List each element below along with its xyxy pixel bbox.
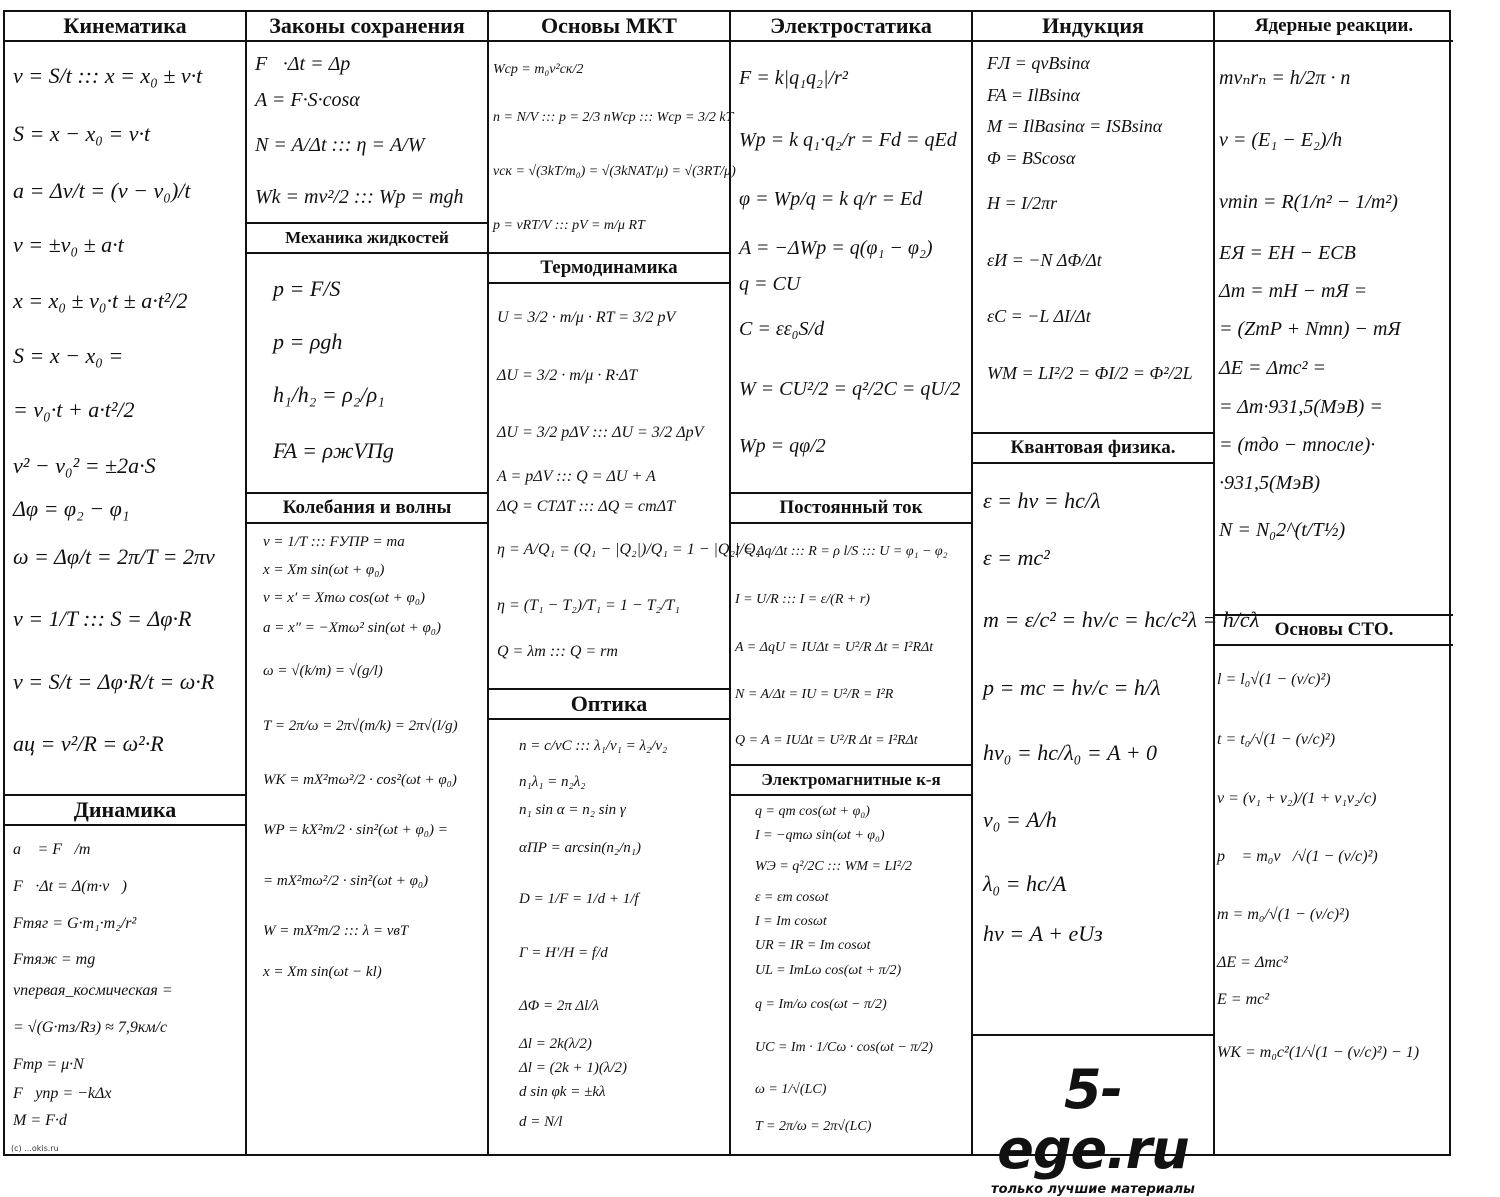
logo-text: 5-ege.ru bbox=[997, 1058, 1189, 1181]
formula-line: εИ = −N ΔΦ/Δt bbox=[987, 250, 1102, 270]
formula-line: n = c/vC ::: λ₁/v₁ = λ₂/v₂ bbox=[519, 738, 668, 754]
formula-line: ν = 1/T ::: S = Δφ·R bbox=[13, 606, 192, 631]
formula-line: F⃗·Δt = Δp⃗ bbox=[255, 53, 366, 75]
formula-line: A = −ΔWp = q(φ₁ − φ₂) bbox=[739, 237, 933, 259]
formula-line: v = ±v₀ ± a·t bbox=[13, 232, 124, 257]
formula-line: ΔU = 3/2 pΔV ::: ΔU = 3/2 ΔpV bbox=[497, 424, 704, 441]
formula-line: = mX²mω²/2 · sin²(ωt + φ₀) bbox=[263, 873, 429, 889]
formula-line: C = εε₀S/d bbox=[739, 318, 825, 340]
formula-line: v = S/t ::: x = x₀ ± v·t bbox=[13, 63, 203, 88]
section-electrostatics bbox=[731, 12, 971, 494]
logo-panel bbox=[973, 1036, 1213, 1197]
formula-line: I = Δq/Δt ::: R = ρ l/S ::: U = φ₁ − φ₂ bbox=[735, 544, 948, 559]
section-mkt-basics bbox=[489, 12, 736, 254]
formula-line: v = (v₁ + v₂)/(1 + v₁v₂/c) bbox=[1217, 790, 1377, 807]
section-thermodynamics bbox=[489, 254, 761, 690]
formula-line: d sin φk = ±kλ bbox=[519, 1084, 606, 1100]
formula-line: T = 2π/ω = 2π√(LC) bbox=[755, 1119, 872, 1134]
section-title: Электростатика bbox=[731, 12, 971, 42]
formula-line: m = m₀/√(1 − (v/c)²) bbox=[1217, 906, 1350, 923]
formula-line: p⃗ = m₀v⃗/√(1 − (v/c)²) bbox=[1217, 848, 1378, 865]
formula-line: ΔΦ = 2π Δl/λ bbox=[519, 998, 599, 1014]
formula-line: n₁ sin α = n₂ sin γ bbox=[519, 802, 626, 818]
section-title: Динамика bbox=[5, 796, 245, 826]
section-title: Основы МКТ bbox=[489, 12, 729, 42]
formula-line: t = t₀/√(1 − (v/c)²) bbox=[1217, 731, 1336, 748]
formula-line: Δl = 2k(λ/2) bbox=[519, 1036, 592, 1052]
formula-line: A = ΔqU = IUΔt = U²/R Δt = I²RΔt bbox=[735, 640, 934, 655]
formula-line: ε = mc² bbox=[983, 545, 1050, 570]
formula-line: E = mc² bbox=[1217, 991, 1270, 1008]
formula-line: Fтяж = mg bbox=[13, 951, 96, 968]
section-relativity bbox=[1215, 616, 1453, 1154]
formula-line: Q = λm ::: Q = rm bbox=[497, 643, 618, 660]
formula-line: v² − v₀² = ±2a·S bbox=[13, 453, 156, 478]
formula-line: l = l₀√(1 − (v/c)²) bbox=[1217, 671, 1331, 688]
formula-line: a = x″ = −Xmω² sin(ωt + φ₀) bbox=[263, 620, 441, 636]
formula-line: WK = m₀c²(1/√(1 − (v/c)²) − 1) bbox=[1217, 1044, 1420, 1061]
formula-line: UC = Im · 1/Cω · cos(ωt − π/2) bbox=[755, 1040, 933, 1055]
formula-line: = (ZmP + Nmn) − mЯ bbox=[1219, 318, 1401, 340]
formula-line: n = N/V ::: p = 2/3 nWср ::: Wср = 3/2 kT bbox=[493, 110, 734, 125]
formula-line: q = Im/ω cos(ωt − π/2) bbox=[755, 997, 887, 1012]
formula-line: = √(G·mз/Rз) ≈ 7,9км/с bbox=[13, 1019, 168, 1036]
formula-line: x = Xm sin(ωt + φ₀) bbox=[263, 562, 385, 578]
formula-line: T = 2π/ω = 2π√(m/k) = 2π√(l/g) bbox=[263, 718, 458, 734]
section-direct-current bbox=[731, 494, 971, 766]
formula-line: D = 1/F = 1/d + 1/f bbox=[519, 891, 639, 907]
formula-line: a⃗ = F⃗/m bbox=[13, 841, 91, 858]
formula-line: d = N/l bbox=[519, 1114, 563, 1130]
column-3 bbox=[489, 12, 761, 1154]
formula-line: η = A/Q₁ = (Q₁ − |Q₂|)/Q₁ = 1 − |Q₂|/Q₁ bbox=[497, 541, 761, 558]
formula-line: ΔE = Δmc² = bbox=[1219, 357, 1327, 379]
formula-line: mvₙrₙ = h/2π · n bbox=[1219, 67, 1351, 89]
column-1 bbox=[5, 12, 247, 1154]
formula-line: Q = A = IUΔt = U²/R Δt = I²RΔt bbox=[735, 733, 918, 748]
formula-line: N = A/Δt ::: η = A/W bbox=[255, 134, 425, 156]
section-title: Основы СТО. bbox=[1215, 616, 1453, 646]
formula-line: N = N₀2^(t/T½) bbox=[1219, 519, 1346, 541]
formula-line: = Δm·931,5(МэВ) = bbox=[1219, 396, 1383, 418]
section-title: Кинематика bbox=[5, 12, 245, 42]
formula-line: νmin = R(1/n² − 1/m²) bbox=[1219, 191, 1398, 213]
logo-slogan: только лучшие материалы bbox=[991, 1182, 1195, 1197]
formula-line: p = νRT/V ::: pV = m/μ RT bbox=[493, 218, 645, 233]
formula-line: p = mc = hν/c = h/λ bbox=[983, 675, 1161, 700]
formula-line: FA = IlBsinα bbox=[987, 85, 1080, 105]
formula-line: ν₀ = A/h bbox=[983, 807, 1057, 832]
formula-line: p = F/S bbox=[273, 276, 341, 301]
formula-line: I = Im cosωt bbox=[755, 914, 827, 929]
formula-line: Φ = BScosα bbox=[987, 148, 1076, 168]
formula-line: M = F·d bbox=[13, 1112, 67, 1129]
formula-line: A = pΔV ::: Q = ΔU + A bbox=[497, 468, 656, 485]
column-2 bbox=[247, 12, 489, 1154]
formula-line: Wp = qφ/2 bbox=[739, 435, 826, 457]
formula-line: FЛ = qvBsinα bbox=[987, 53, 1090, 73]
formula-line: vпервая_космическая = bbox=[13, 982, 173, 999]
formula-line: ω = 1/√(LC) bbox=[755, 1082, 827, 1097]
formula-line: Wср = m₀v²ск/2 bbox=[493, 62, 584, 77]
formula-line: Г = H′/H = f/d bbox=[519, 945, 608, 961]
formula-line: hν₀ = hc/λ₀ = A + 0 bbox=[983, 740, 1158, 765]
formula-line: ε = hν = hc/λ bbox=[983, 488, 1101, 513]
formula-line: W = CU²/2 = q²/2C = qU/2 bbox=[739, 378, 961, 400]
section-title: Квантовая физика. bbox=[973, 434, 1213, 464]
formula-line: ε = εm cosωt bbox=[755, 890, 829, 905]
section-fluid-mechanics bbox=[247, 224, 487, 494]
section-title: Колебания и волны bbox=[247, 494, 487, 524]
formula-line: Wk = mv²/2 ::: Wp = mgh bbox=[255, 186, 464, 208]
formula-line: Fтяг = G·m₁·m₂/r² bbox=[13, 915, 137, 932]
formula-line: q = CU bbox=[739, 273, 801, 295]
formula-line: S = x − x₀ = bbox=[13, 343, 124, 368]
formula-line: I = −qmω sin(ωt + φ₀) bbox=[755, 828, 885, 843]
formula-line: x = x₀ ± v₀·t ± a·t²/2 bbox=[13, 288, 188, 313]
section-title: Термодинамика bbox=[489, 254, 729, 284]
formula-line: ω = √(k/m) = √(g/l) bbox=[263, 663, 383, 679]
formula-line: hν = A + eUз bbox=[983, 921, 1103, 946]
formula-line: h₁/h₂ = ρ₂/ρ₁ bbox=[273, 382, 385, 407]
section-kinematics bbox=[5, 12, 245, 796]
formula-line: EЯ = EН − EСВ bbox=[1219, 242, 1356, 264]
section-title: Механика жидкостей bbox=[247, 224, 487, 254]
formula-line: εC = −L ΔI/Δt bbox=[987, 306, 1091, 326]
formula-line: ω = Δφ/t = 2π/T = 2πν bbox=[13, 544, 215, 569]
section-title: Электромагнитные к-я bbox=[731, 766, 971, 796]
formula-line: S = x − x₀ = v·t bbox=[13, 121, 151, 146]
formula-line: n₁λ₁ = n₂λ₂ bbox=[519, 774, 586, 790]
formula-line: ν = (E₁ − E₂)/h bbox=[1219, 129, 1343, 151]
formula-line: Δl = (2k + 1)(λ/2) bbox=[519, 1060, 628, 1076]
formula-line: I = U/R ::: I = ε/(R + r) bbox=[735, 592, 870, 607]
formula-line: q = qm cos(ωt + φ₀) bbox=[755, 804, 870, 819]
formula-sheet bbox=[3, 10, 1451, 1197]
formula-line: WM = LI²/2 = ΦI/2 = Φ²/2L bbox=[987, 363, 1193, 383]
formula-line: ΔU = 3/2 · m/μ · R·ΔT bbox=[497, 367, 638, 384]
formula-line: Δφ = φ₂ − φ₁ bbox=[13, 496, 130, 521]
formula-line: ·931,5(МэВ) bbox=[1219, 472, 1321, 494]
formula-line: λ₀ = hc/A bbox=[983, 871, 1067, 896]
formula-line: Δm = mН − mЯ = bbox=[1219, 280, 1368, 302]
formula-line: F⃗·Δt = Δ(m·v⃗) bbox=[13, 878, 127, 895]
formula-line: N = A/Δt = IU = U²/R = I²R bbox=[735, 687, 894, 702]
formula-line: aц = v²/R = ω²·R bbox=[13, 731, 164, 756]
formula-line: FA = ρжVПg bbox=[273, 438, 394, 463]
section-induction bbox=[973, 12, 1213, 434]
formula-line: p = ρgh bbox=[273, 329, 343, 354]
formula-line: WP = kX²m/2 · sin²(ωt + φ₀) = bbox=[263, 822, 448, 838]
formula-line: ΔQ = CTΔT ::: ΔQ = cmΔT bbox=[497, 498, 675, 515]
formula-line: WK = mX²mω²/2 · cos²(ωt + φ₀) bbox=[263, 772, 457, 788]
formula-line: F⃗упр = −kΔx⃗ bbox=[13, 1085, 124, 1102]
formula-line: a = Δv/t = (v − v₀)/t bbox=[13, 178, 191, 203]
section-conservation-laws bbox=[247, 12, 487, 224]
column-6 bbox=[1215, 12, 1453, 1154]
formula-line: ΔE = Δmc² bbox=[1217, 954, 1288, 971]
formula-line: = v₀·t + a·t²/2 bbox=[13, 397, 135, 422]
formula-line: x = Xm sin(ωt − kl) bbox=[263, 964, 382, 980]
formula-line: M = IlBasinα = ISBsinα bbox=[987, 116, 1163, 136]
formula-line: φ = Wp/q = k q/r = Ed bbox=[739, 188, 923, 210]
formula-line: m = ε/c² = hν/c = hc/c²λ = h/cλ bbox=[983, 607, 1260, 632]
formula-line: UL = ImLω cos(ωt + π/2) bbox=[755, 963, 902, 978]
formula-line: F = k|q₁q₂|/r² bbox=[739, 67, 848, 89]
section-em-oscillations bbox=[731, 766, 971, 1154]
formula-line: A = F·S·cosα bbox=[255, 89, 360, 111]
section-dynamics bbox=[5, 796, 245, 1154]
section-title: Индукция bbox=[973, 12, 1213, 42]
formula-line: WЭ = q²/2C ::: WM = LI²/2 bbox=[755, 859, 912, 874]
formula-line: ν = 1/T ::: FУПР = ma bbox=[263, 534, 405, 550]
section-title: Оптика bbox=[489, 690, 729, 720]
formula-line: v = x′ = Xmω cos(ωt + φ₀) bbox=[263, 590, 426, 606]
formula-line: UR = IR = Im cosωt bbox=[755, 938, 871, 953]
formula-line: vск = √(3kT/m₀) = √(3kNAT/μ) = √(3RT/μ) bbox=[493, 164, 736, 179]
section-optics bbox=[489, 690, 729, 1154]
section-oscillations-waves bbox=[247, 494, 487, 1154]
column-4 bbox=[731, 12, 973, 1154]
formula-line: η = (T₁ − T₂)/T₁ = 1 − T₂/T₁ bbox=[497, 597, 680, 614]
site-logo[interactable] bbox=[973, 1036, 1213, 1197]
formula-line: W = mX²m/2 ::: λ = vвT bbox=[263, 923, 409, 939]
formula-line: U = 3/2 · m/μ · RT = 3/2 pV bbox=[497, 309, 676, 326]
section-title: Постоянный ток bbox=[731, 494, 971, 524]
formula-line: Fтр = μ·N bbox=[13, 1056, 84, 1073]
section-title: Законы сохранения bbox=[247, 12, 487, 42]
formula-line: H = I/2πr bbox=[987, 193, 1058, 213]
formula-line: v = S/t = Δφ·R/t = ω·R bbox=[13, 669, 215, 694]
formula-line: αПР = arcsin(n₂/n₁) bbox=[519, 840, 642, 856]
credit-text: (c) ...okis.ru bbox=[11, 1144, 59, 1153]
section-title: Ядерные реакции. bbox=[1215, 12, 1453, 42]
section-nuclear-reactions bbox=[1215, 12, 1453, 616]
formula-line: = (mдо − mпосле)· bbox=[1219, 434, 1376, 456]
formula-line: Wp = k q₁·q₂/r = Fd = qEd bbox=[739, 129, 957, 151]
